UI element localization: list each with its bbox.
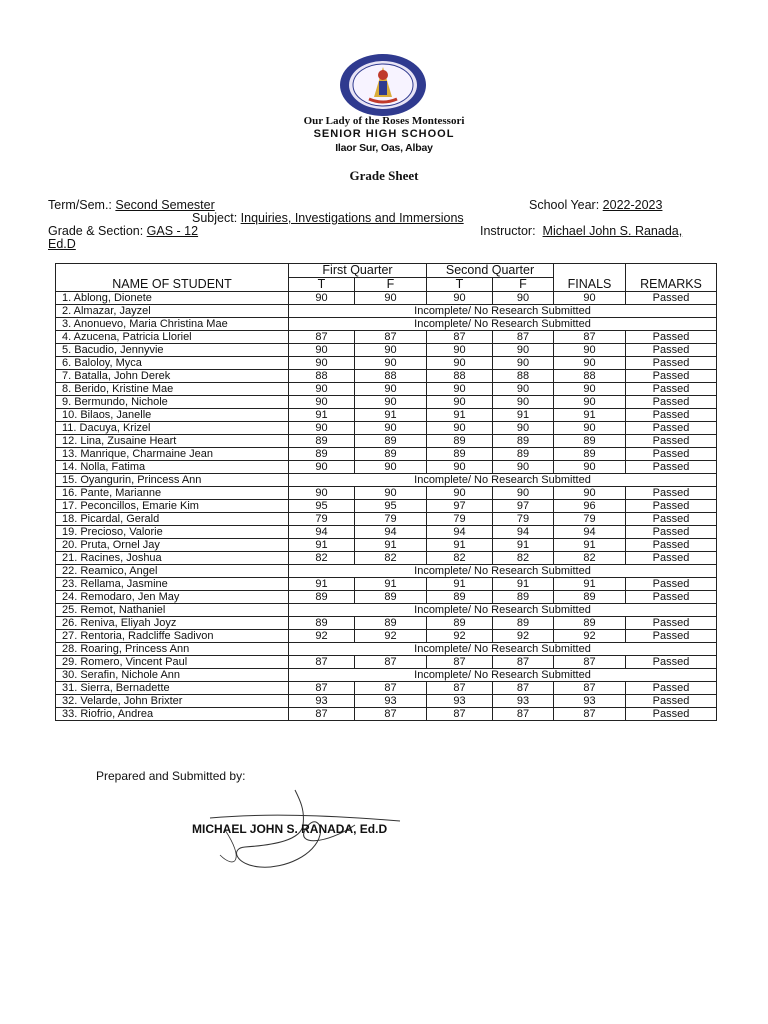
table-row [56, 565, 717, 578]
finals-cell: 89 [554, 617, 626, 630]
q1-f-cell: 90 [355, 461, 427, 474]
table-row [56, 591, 717, 604]
q2-t-cell: 82 [427, 552, 493, 565]
finals-cell: 90 [554, 357, 626, 370]
q1-f-cell: 79 [355, 513, 427, 526]
remarks-cell: Passed [626, 500, 717, 513]
q1-t-cell: 82 [289, 552, 355, 565]
signer-name: MICHAEL JOHN S. RANADA, Ed.D [192, 822, 388, 836]
q1-f-cell: 82 [355, 552, 427, 565]
col-q2-t-header: T [427, 278, 493, 292]
q2-t-cell: 92 [427, 630, 493, 643]
col-q1-f-header: F [355, 278, 427, 292]
table-row [56, 604, 717, 617]
remarks-cell: Passed [626, 617, 717, 630]
finals-cell: 79 [554, 513, 626, 526]
student-name-cell: 29. Romero, Vincent Paul [56, 656, 289, 669]
q1-f-cell: 89 [355, 448, 427, 461]
grade-section-label: Grade & Section: [48, 224, 147, 238]
table-row [56, 578, 717, 591]
q2-f-cell: 90 [493, 292, 554, 305]
q2-t-cell: 91 [427, 539, 493, 552]
finals-cell: 91 [554, 539, 626, 552]
student-name-cell: 19. Precioso, Valorie [56, 526, 289, 539]
school-year-label: School Year: [529, 198, 603, 212]
q2-f-cell: 89 [493, 591, 554, 604]
table-row [56, 500, 717, 513]
q2-t-cell: 89 [427, 435, 493, 448]
instructor-line [480, 224, 682, 238]
table-row [56, 357, 717, 370]
table-row [56, 526, 717, 539]
q1-t-cell: 93 [289, 695, 355, 708]
student-name-cell: 10. Bilaos, Janelle [56, 409, 289, 422]
q2-f-cell: 89 [493, 617, 554, 630]
student-name-cell: 8. Berido, Kristine Mae [56, 383, 289, 396]
table-row [56, 461, 717, 474]
table-row [56, 448, 717, 461]
remarks-cell: Passed [626, 357, 717, 370]
col-q1-t-header: T [289, 278, 355, 292]
school-year-line [529, 198, 662, 212]
col-finals-header: FINALS [554, 264, 626, 292]
q1-t-cell: 91 [289, 578, 355, 591]
q1-t-cell: 79 [289, 513, 355, 526]
school-logo [339, 53, 427, 117]
table-row [56, 708, 717, 721]
student-name-cell: 24. Remodaro, Jen May [56, 591, 289, 604]
finals-cell: 87 [554, 331, 626, 344]
student-name-cell: 18. Picardal, Gerald [56, 513, 289, 526]
q1-t-cell: 92 [289, 630, 355, 643]
table-row [56, 630, 717, 643]
finals-cell: 90 [554, 487, 626, 500]
table-row [56, 643, 717, 656]
q1-t-cell: 89 [289, 617, 355, 630]
q1-t-cell: 90 [289, 344, 355, 357]
remarks-cell: Passed [626, 396, 717, 409]
q1-f-cell: 92 [355, 630, 427, 643]
q2-t-cell: 87 [427, 656, 493, 669]
q2-t-cell: 90 [427, 292, 493, 305]
q2-f-cell: 94 [493, 526, 554, 539]
q1-f-cell: 90 [355, 292, 427, 305]
table-row [56, 409, 717, 422]
q2-f-cell: 87 [493, 708, 554, 721]
remarks-cell: Passed [626, 526, 717, 539]
subject-value: Inquiries, Investigations and Immersions [240, 211, 464, 225]
remarks-cell: Passed [626, 630, 717, 643]
q2-f-cell: 89 [493, 435, 554, 448]
finals-cell: 87 [554, 682, 626, 695]
instructor-label: Instructor: [480, 224, 540, 238]
student-name-cell: 25. Remot, Nathaniel [56, 604, 289, 617]
q2-f-cell: 91 [493, 539, 554, 552]
q2-f-cell: 82 [493, 552, 554, 565]
q1-f-cell: 91 [355, 409, 427, 422]
col-name-header: NAME OF STUDENT [56, 264, 289, 292]
student-name-cell: 11. Dacuya, Krizel [56, 422, 289, 435]
finals-cell: 90 [554, 461, 626, 474]
table-row [56, 539, 717, 552]
table-row [56, 370, 717, 383]
finals-cell: 87 [554, 708, 626, 721]
student-name-cell: 21. Racines, Joshua [56, 552, 289, 565]
q2-f-cell: 87 [493, 656, 554, 669]
finals-cell: 90 [554, 396, 626, 409]
q2-f-cell: 91 [493, 578, 554, 591]
table-row [56, 344, 717, 357]
finals-cell: 91 [554, 578, 626, 591]
remarks-cell: Passed [626, 331, 717, 344]
q2-t-cell: 89 [427, 591, 493, 604]
remarks-cell: Passed [626, 513, 717, 526]
q1-f-cell: 90 [355, 357, 427, 370]
remarks-cell: Passed [626, 370, 717, 383]
table-row [56, 331, 717, 344]
student-name-cell: 4. Azucena, Patricia Lloriel [56, 331, 289, 344]
table-row [56, 617, 717, 630]
q2-f-cell: 90 [493, 383, 554, 396]
q2-t-cell: 97 [427, 500, 493, 513]
instructor-value: Michael John S. Ranada, [542, 224, 683, 238]
q1-t-cell: 95 [289, 500, 355, 513]
remarks-cell: Passed [626, 578, 717, 591]
finals-cell: 88 [554, 370, 626, 383]
finals-cell: 90 [554, 383, 626, 396]
student-name-cell: 7. Batalla, John Derek [56, 370, 289, 383]
col-q2-f-header: F [493, 278, 554, 292]
q2-t-cell: 93 [427, 695, 493, 708]
table-row [56, 487, 717, 500]
remarks-cell: Passed [626, 682, 717, 695]
q1-t-cell: 90 [289, 396, 355, 409]
q2-f-cell: 93 [493, 695, 554, 708]
q1-f-cell: 90 [355, 422, 427, 435]
q2-f-cell: 90 [493, 422, 554, 435]
table-row [56, 305, 717, 318]
table-row [56, 396, 717, 409]
finals-cell: 94 [554, 526, 626, 539]
school-address: Ilaor Sur, Oas, Albay [335, 142, 433, 154]
student-name-cell: 28. Roaring, Princess Ann [56, 643, 289, 656]
q2-t-cell: 91 [427, 409, 493, 422]
table-row [56, 552, 717, 565]
term-label: Term/Sem.: [48, 198, 116, 212]
remarks-cell: Passed [626, 591, 717, 604]
student-name-cell: 26. Reniva, Eliyah Joyz [56, 617, 289, 630]
col-q1-header: First Quarter [289, 264, 427, 278]
q2-t-cell: 79 [427, 513, 493, 526]
q1-f-cell: 89 [355, 591, 427, 604]
q1-f-cell: 87 [355, 682, 427, 695]
student-name-cell: 1. Ablong, Dionete [56, 292, 289, 305]
q1-t-cell: 90 [289, 487, 355, 500]
q1-t-cell: 90 [289, 422, 355, 435]
student-name-cell: 9. Bermundo, Nichole [56, 396, 289, 409]
prepared-by-label: Prepared and Submitted by: [96, 769, 246, 783]
q2-t-cell: 90 [427, 422, 493, 435]
table-row [56, 422, 717, 435]
q1-t-cell: 90 [289, 461, 355, 474]
q1-t-cell: 90 [289, 292, 355, 305]
q2-f-cell: 89 [493, 448, 554, 461]
q2-f-cell: 88 [493, 370, 554, 383]
table-row [56, 682, 717, 695]
remarks-cell: Passed [626, 695, 717, 708]
student-name-cell: 22. Reamico, Angel [56, 565, 289, 578]
q1-t-cell: 88 [289, 370, 355, 383]
q1-f-cell: 87 [355, 656, 427, 669]
q2-t-cell: 90 [427, 461, 493, 474]
student-name-cell: 17. Peconcillos, Emarie Kim [56, 500, 289, 513]
q1-t-cell: 90 [289, 383, 355, 396]
q1-t-cell: 89 [289, 591, 355, 604]
q1-f-cell: 87 [355, 708, 427, 721]
finals-cell: 90 [554, 292, 626, 305]
school-year-value: 2022-2023 [602, 198, 663, 212]
q1-f-cell: 90 [355, 383, 427, 396]
q2-t-cell: 87 [427, 682, 493, 695]
grade-section-value: GAS - 12 [146, 224, 199, 238]
table-row [56, 656, 717, 669]
subject-line [192, 211, 464, 225]
q2-t-cell: 91 [427, 578, 493, 591]
q2-f-cell: 90 [493, 487, 554, 500]
term-line [48, 198, 215, 212]
table-row [56, 513, 717, 526]
student-name-cell: 15. Oyangurin, Princess Ann [56, 474, 289, 487]
q1-t-cell: 91 [289, 539, 355, 552]
remarks-cell: Passed [626, 422, 717, 435]
q2-f-cell: 90 [493, 396, 554, 409]
finals-cell: 89 [554, 448, 626, 461]
q1-f-cell: 87 [355, 331, 427, 344]
incomplete-note-cell: Incomplete/ No Research Submitted [289, 669, 717, 682]
remarks-cell: Passed [626, 435, 717, 448]
finals-cell: 96 [554, 500, 626, 513]
q2-f-cell: 87 [493, 682, 554, 695]
incomplete-note-cell: Incomplete/ No Research Submitted [289, 565, 717, 578]
q1-f-cell: 89 [355, 435, 427, 448]
finals-cell: 91 [554, 409, 626, 422]
q1-t-cell: 87 [289, 656, 355, 669]
q1-t-cell: 87 [289, 708, 355, 721]
table-row [56, 695, 717, 708]
remarks-cell: Passed [626, 708, 717, 721]
q2-f-cell: 87 [493, 331, 554, 344]
q2-f-cell: 79 [493, 513, 554, 526]
q1-f-cell: 88 [355, 370, 427, 383]
table-row [56, 383, 717, 396]
q1-f-cell: 95 [355, 500, 427, 513]
q1-t-cell: 89 [289, 435, 355, 448]
q1-t-cell: 87 [289, 682, 355, 695]
student-name-cell: 32. Velarde, John Brixter [56, 695, 289, 708]
q1-f-cell: 90 [355, 487, 427, 500]
table-row [56, 318, 717, 331]
grade-section-line [48, 224, 198, 238]
table-row [56, 435, 717, 448]
incomplete-note-cell: Incomplete/ No Research Submitted [289, 305, 717, 318]
q1-t-cell: 89 [289, 448, 355, 461]
table-row [56, 669, 717, 682]
q2-t-cell: 88 [427, 370, 493, 383]
student-name-cell: 27. Rentoria, Radcliffe Sadivon [56, 630, 289, 643]
instructor-degree: Ed.D [48, 237, 76, 251]
remarks-cell: Passed [626, 539, 717, 552]
q2-f-cell: 97 [493, 500, 554, 513]
q1-t-cell: 91 [289, 409, 355, 422]
grade-table [55, 263, 717, 721]
page-title: Grade Sheet [349, 168, 419, 183]
q1-f-cell: 93 [355, 695, 427, 708]
q1-t-cell: 94 [289, 526, 355, 539]
table-row [56, 292, 717, 305]
term-value: Second Semester [115, 198, 215, 212]
q2-t-cell: 90 [427, 344, 493, 357]
student-name-cell: 12. Lina, Zusaine Heart [56, 435, 289, 448]
remarks-cell: Passed [626, 383, 717, 396]
incomplete-note-cell: Incomplete/ No Research Submitted [289, 643, 717, 656]
finals-cell: 92 [554, 630, 626, 643]
col-q2-header: Second Quarter [427, 264, 554, 278]
q2-t-cell: 90 [427, 357, 493, 370]
school-name: Our Lady of the Roses Montessori [303, 115, 465, 127]
q2-t-cell: 89 [427, 448, 493, 461]
remarks-cell: Passed [626, 344, 717, 357]
student-name-cell: 23. Rellama, Jasmine [56, 578, 289, 591]
incomplete-note-cell: Incomplete/ No Research Submitted [289, 474, 717, 487]
incomplete-note-cell: Incomplete/ No Research Submitted [289, 604, 717, 617]
q1-t-cell: 90 [289, 357, 355, 370]
q2-t-cell: 90 [427, 396, 493, 409]
student-name-cell: 6. Baloloy, Myca [56, 357, 289, 370]
student-name-cell: 3. Anonuevo, Maria Christina Mae [56, 318, 289, 331]
q2-t-cell: 90 [427, 487, 493, 500]
finals-cell: 82 [554, 552, 626, 565]
student-name-cell: 14. Nolla, Fatima [56, 461, 289, 474]
q1-t-cell: 87 [289, 331, 355, 344]
finals-cell: 87 [554, 656, 626, 669]
student-name-cell: 2. Almazar, Jayzel [56, 305, 289, 318]
q2-f-cell: 90 [493, 357, 554, 370]
student-name-cell: 30. Serafin, Nichole Ann [56, 669, 289, 682]
student-name-cell: 20. Pruta, Ornel Jay [56, 539, 289, 552]
finals-cell: 90 [554, 422, 626, 435]
q1-f-cell: 90 [355, 396, 427, 409]
q2-t-cell: 89 [427, 617, 493, 630]
remarks-cell: Passed [626, 409, 717, 422]
student-name-cell: 16. Pante, Marianne [56, 487, 289, 500]
q2-t-cell: 87 [427, 331, 493, 344]
remarks-cell: Passed [626, 461, 717, 474]
finals-cell: 89 [554, 435, 626, 448]
q2-f-cell: 91 [493, 409, 554, 422]
remarks-cell: Passed [626, 292, 717, 305]
q2-f-cell: 90 [493, 344, 554, 357]
q1-f-cell: 91 [355, 539, 427, 552]
finals-cell: 90 [554, 344, 626, 357]
q1-f-cell: 94 [355, 526, 427, 539]
q1-f-cell: 90 [355, 344, 427, 357]
remarks-cell: Passed [626, 448, 717, 461]
student-name-cell: 33. Riofrio, Andrea [56, 708, 289, 721]
finals-cell: 89 [554, 591, 626, 604]
q2-f-cell: 92 [493, 630, 554, 643]
remarks-cell: Passed [626, 656, 717, 669]
remarks-cell: Passed [626, 487, 717, 500]
subject-label: Subject: [192, 211, 241, 225]
col-remarks-header: REMARKS [626, 264, 717, 292]
student-name-cell: 13. Manrique, Charmaine Jean [56, 448, 289, 461]
header-row-1 [56, 264, 717, 278]
remarks-cell: Passed [626, 552, 717, 565]
q1-f-cell: 89 [355, 617, 427, 630]
incomplete-note-cell: Incomplete/ No Research Submitted [289, 318, 717, 331]
q2-t-cell: 90 [427, 383, 493, 396]
student-name-cell: 31. Sierra, Bernadette [56, 682, 289, 695]
q1-f-cell: 91 [355, 578, 427, 591]
finals-cell: 93 [554, 695, 626, 708]
q2-f-cell: 90 [493, 461, 554, 474]
grade-table-body [56, 292, 717, 721]
q2-t-cell: 94 [427, 526, 493, 539]
student-name-cell: 5. Bacudio, Jennyvie [56, 344, 289, 357]
school-division: SENIOR HIGH SCHOOL [313, 128, 455, 140]
table-row [56, 474, 717, 487]
q2-t-cell: 87 [427, 708, 493, 721]
